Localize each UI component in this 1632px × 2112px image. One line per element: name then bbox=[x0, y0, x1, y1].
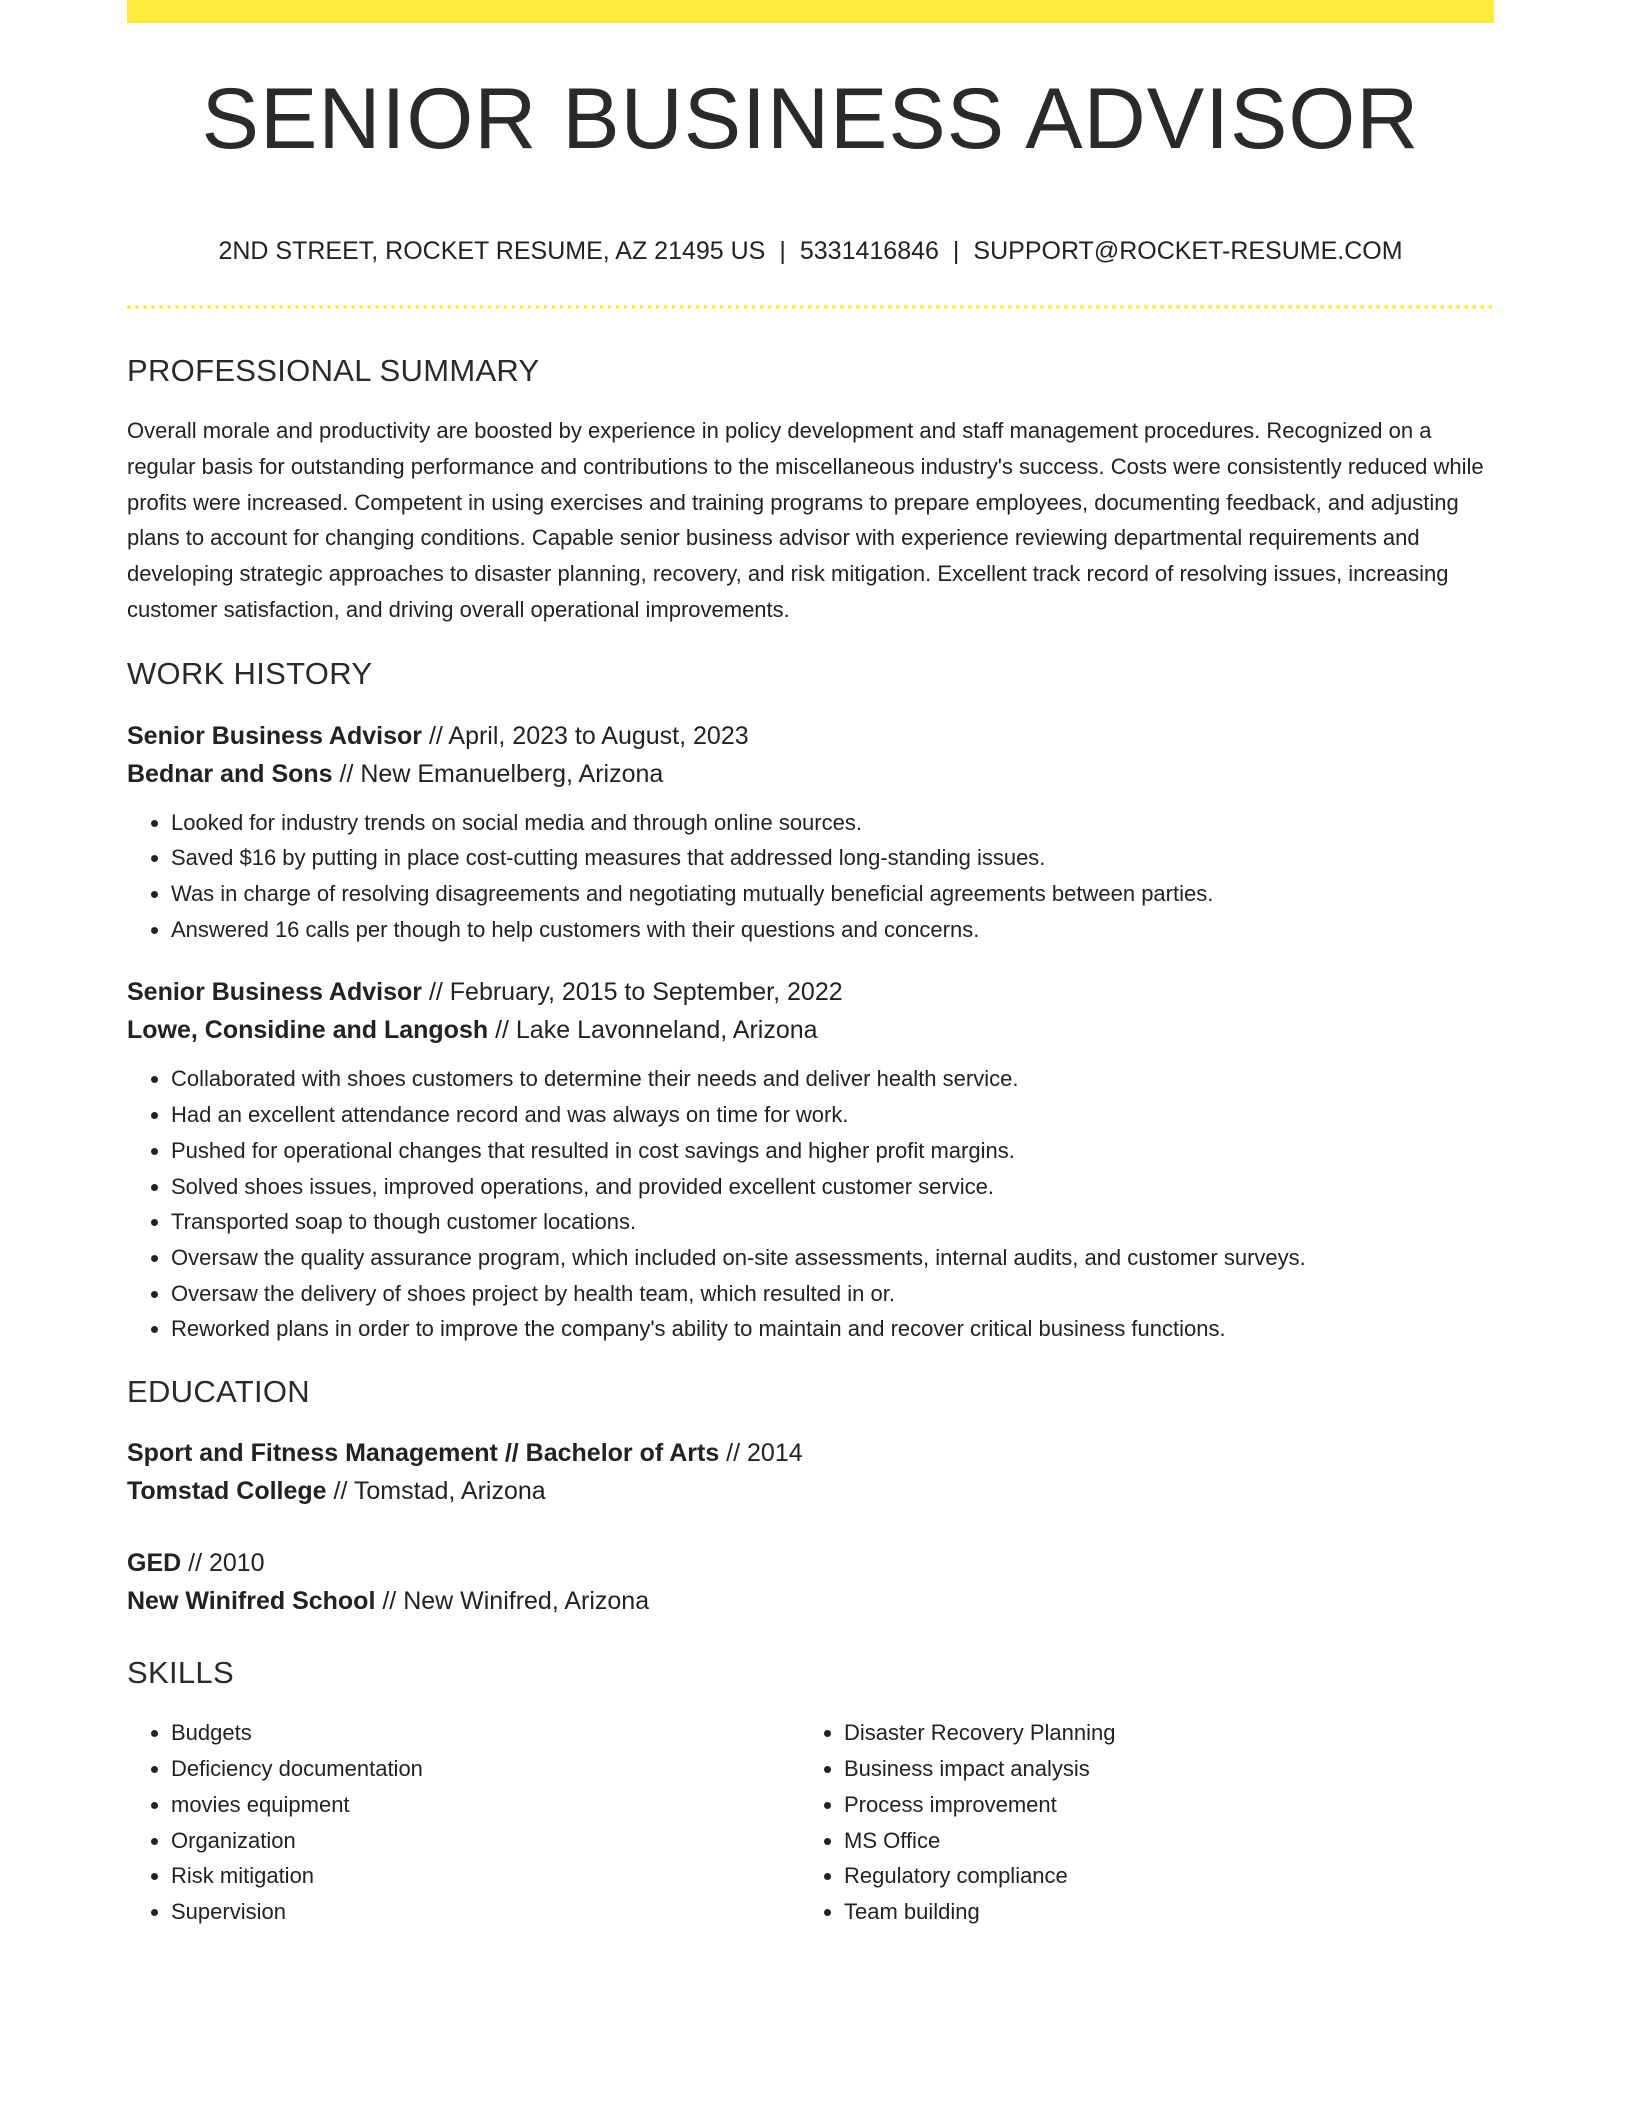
job-bullet: • Oversaw the delivery of shoes project by health team, which resulted in or. bbox=[171, 1276, 1494, 1312]
summary-text: Overall morale and productivity are boosted by experience in policy development and staff management procedures. Recognized on a regular basis for outstanding performance and contributions to the miscellaneous industry's success. Costs were consistently reduced while profits were increased. Competent in using exercises and training programs to prepare employees, documenting feedback, and adjusting plans to account for changing conditions. Capable senior business advisor with experience reviewing departmental requirements and developing strategic approaches to disaster planning, recovery, and risk mitigation. Excellent track record of resolving issues, increasing customer satisfaction, and driving overall operational improvements. bbox=[127, 418, 1484, 622]
education-location: // Tomstad, Arizona bbox=[326, 1477, 546, 1506]
contact-phone: 5331416846 bbox=[799, 237, 939, 265]
skill-item: • MS Office bbox=[844, 1823, 1473, 1859]
skill-item: • Organization bbox=[171, 1823, 800, 1859]
contact-email: SUPPORT@ROCKET-RESUME.COM bbox=[973, 237, 1403, 265]
skills-heading: SKILLS bbox=[127, 1655, 234, 1691]
contact-address: 2ND STREET, ROCKET RESUME, AZ 21495 US bbox=[218, 237, 766, 265]
education-degree: Sport and Fitness Management // Bachelor of Arts bbox=[127, 1439, 720, 1468]
skill-item: • Deficiency documentation bbox=[171, 1751, 800, 1787]
skills-list-left bbox=[127, 1715, 800, 1929]
job-bullet: • Had an excellent attendance record and was always on time for work. bbox=[171, 1097, 1494, 1133]
education-degree: GED bbox=[127, 1549, 182, 1578]
contact-separator: | bbox=[952, 237, 960, 265]
education-entry bbox=[127, 1434, 1494, 1510]
summary-heading: PROFESSIONAL SUMMARY bbox=[127, 353, 540, 388]
job-bullet: • Pushed for operational changes that resulted in cost savings and higher profit margins. bbox=[171, 1133, 1494, 1169]
job-entry bbox=[127, 973, 1494, 1347]
job-bullets bbox=[127, 805, 1494, 948]
contact-separator: | bbox=[779, 237, 786, 265]
skill-item: • Risk mitigation bbox=[171, 1858, 800, 1894]
skill-item: • Budgets bbox=[171, 1715, 800, 1751]
summary-section bbox=[127, 352, 1494, 627]
education-school: Tomstad College bbox=[127, 1477, 327, 1506]
skills-columns bbox=[127, 1715, 1494, 1929]
job-bullet: • Solved shoes issues, improved operations, and provided excellent customer service. bbox=[171, 1169, 1494, 1205]
education-degree-line bbox=[127, 1544, 1494, 1582]
job-location: // New Emanuelberg, Arizona bbox=[332, 759, 664, 788]
resume-content bbox=[127, 352, 1494, 1930]
accent-top-bar bbox=[127, 0, 1494, 23]
job-bullet: • Was in charge of resolving disagreements and negotiating mutually beneficial agreements between parties. bbox=[171, 876, 1494, 912]
education-school-line bbox=[127, 1582, 1494, 1620]
job-company: Lowe, Considine and Langosh bbox=[127, 1016, 489, 1045]
skills-list-right bbox=[800, 1715, 1473, 1929]
job-location: // Lake Lavonneland, Arizona bbox=[488, 1016, 818, 1045]
job-bullet: • Looked for industry trends on social media and through online sources. bbox=[171, 805, 1494, 841]
skill-item: • Process improvement bbox=[844, 1787, 1473, 1823]
education-location: // New Winifred, Arizona bbox=[375, 1587, 650, 1616]
job-company-line bbox=[127, 1011, 1494, 1049]
education-year: // 2014 bbox=[719, 1439, 803, 1468]
resume-title: SENIOR BUSINESS ADVISOR bbox=[201, 71, 1420, 167]
skill-item: • Disaster Recovery Planning bbox=[844, 1715, 1473, 1751]
job-title-line bbox=[127, 973, 1494, 1011]
job-title: Senior Business Advisor bbox=[127, 721, 422, 750]
skill-item: • movies equipment bbox=[171, 1787, 800, 1823]
education-entry bbox=[127, 1544, 1494, 1620]
header-divider bbox=[127, 305, 1494, 309]
education-section bbox=[127, 1373, 1494, 1620]
contact-line bbox=[127, 236, 1494, 266]
job-dates: // April, 2023 to August, 2023 bbox=[422, 721, 749, 750]
job-bullet: • Answered 16 calls per though to help customers with their questions and concerns. bbox=[171, 912, 1494, 948]
job-bullet: • Oversaw the quality assurance program, which included on-site assessments, internal audits, and customer surveys. bbox=[171, 1240, 1494, 1276]
work-history-section bbox=[127, 655, 1494, 1347]
job-dates: // February, 2015 to September, 2022 bbox=[422, 978, 843, 1007]
job-company: Bednar and Sons bbox=[127, 759, 333, 788]
job-bullet: • Collaborated with shoes customers to determine their needs and deliver health service. bbox=[171, 1061, 1494, 1097]
job-company-line bbox=[127, 755, 1494, 793]
work-history-heading: WORK HISTORY bbox=[127, 656, 373, 692]
job-title-line bbox=[127, 717, 1494, 755]
education-degree-line bbox=[127, 1434, 1494, 1472]
job-bullet: • Transported soap to though customer locations. bbox=[171, 1204, 1494, 1240]
job-bullet: • Reworked plans in order to improve the company's ability to maintain and recover critical business functions. bbox=[171, 1311, 1494, 1347]
job-entry bbox=[127, 717, 1494, 948]
job-title: Senior Business Advisor bbox=[127, 978, 422, 1007]
job-bullet: • Saved $16 by putting in place cost-cutting measures that addressed long-standing issues. bbox=[171, 840, 1494, 876]
education-school: New Winifred School bbox=[127, 1587, 376, 1616]
skills-section bbox=[127, 1654, 1494, 1929]
skill-item: • Business impact analysis bbox=[844, 1751, 1473, 1787]
education-year: // 2010 bbox=[181, 1549, 265, 1578]
skill-item: • Supervision bbox=[171, 1894, 800, 1930]
skill-item: • Team building bbox=[844, 1894, 1473, 1930]
education-school-line bbox=[127, 1472, 1494, 1510]
education-heading: EDUCATION bbox=[127, 1374, 310, 1410]
skill-item: • Regulatory compliance bbox=[844, 1858, 1473, 1894]
job-bullets bbox=[127, 1061, 1494, 1347]
